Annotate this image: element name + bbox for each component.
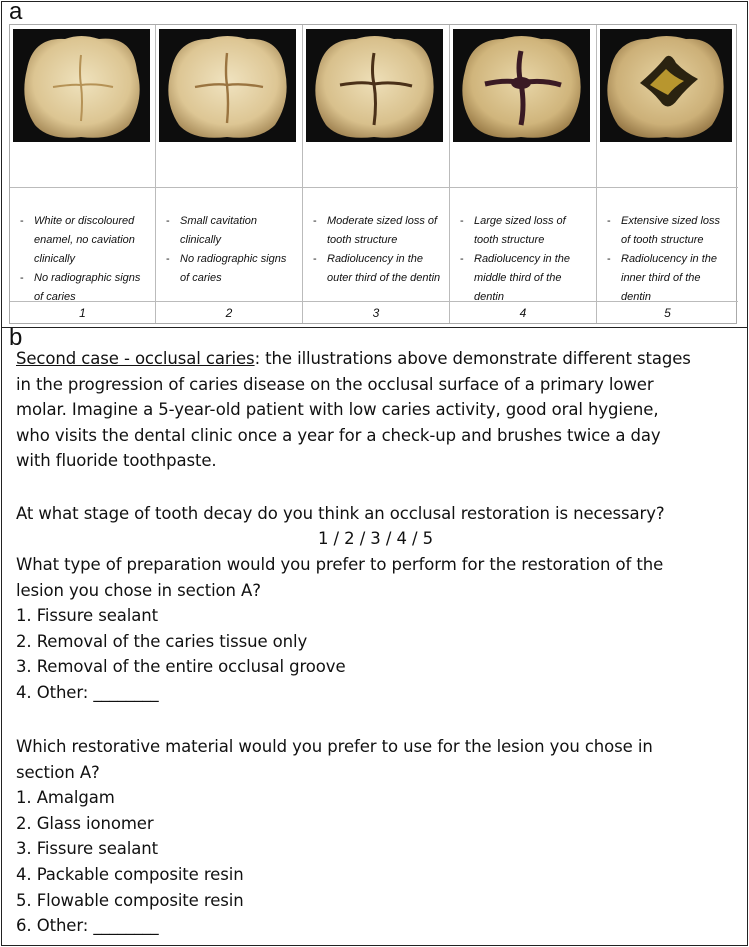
stage-column-3 xyxy=(303,25,450,323)
question-3 xyxy=(16,734,653,939)
stage-column-1 xyxy=(10,25,156,323)
panel-b xyxy=(1,324,748,946)
question-2-line-2: lesion you chose in section A? xyxy=(16,580,261,600)
q3-option-2: 2. Glass ionomer xyxy=(16,813,154,833)
stage-3-description-1: - Moderate sized loss of tooth structure xyxy=(313,212,441,250)
q3-option-6: 6. Other: ________ xyxy=(16,916,159,936)
stage-column-5 xyxy=(597,25,738,323)
intro-line-2: in the progression of caries disease on the occlusal surface of a primary lower xyxy=(16,374,654,394)
stage-1-description-2: - No radiographic signs of caries xyxy=(20,269,147,307)
intro-line-5: with fluoride toothpaste. xyxy=(16,451,217,471)
tooth-photo-stage-5 xyxy=(600,29,732,142)
q3-option-1: 1. Amalgam xyxy=(16,788,115,808)
panel-b-label: b xyxy=(9,324,23,351)
panel-a-label: a xyxy=(9,0,23,25)
stage-1-number: 1 xyxy=(10,301,155,325)
tooth-photo-stage-4 xyxy=(453,29,590,142)
stage-5-number: 5 xyxy=(597,301,738,325)
q3-option-5: 5. Flowable composite resin xyxy=(16,890,244,910)
case-intro xyxy=(16,346,736,474)
question-3-line-2: section A? xyxy=(16,762,100,782)
intro-line-4: who visits the dental clinic once a year for a check-up and brushes twice a day xyxy=(16,425,661,445)
panel-a xyxy=(1,1,748,328)
stage-2-description-1: - Small cavitation clinically xyxy=(166,212,294,250)
stage-4-description-2: - Radiolucency in the middle third of the dentin xyxy=(460,250,588,307)
stage-2-number: 2 xyxy=(156,301,302,325)
case-title: Second case - occlusal caries xyxy=(16,349,255,368)
q2-option-1: 1. Fissure sealant xyxy=(16,606,159,626)
stage-2-description-2: - No radiographic signs of caries xyxy=(166,250,294,288)
stage-1-description-1: - White or discoloured enamel, no caviation clinically xyxy=(20,212,147,269)
q2-option-3: 3. Removal of the entire occlusal groove xyxy=(16,657,346,677)
stage-3-description-2: - Radiolucency in the outer third of the dentin xyxy=(313,250,441,288)
intro-line-3: molar. Imagine a 5-year-old patient with low caries activity, good oral hygiene, xyxy=(16,400,659,420)
q3-option-4: 4. Packable composite resin xyxy=(16,864,244,884)
tooth-photo-stage-1 xyxy=(13,29,150,142)
q3-option-3: 3. Fissure sealant xyxy=(16,839,159,859)
question-3-line-1: Which restorative material would you prefer to use for the lesion you chose in xyxy=(16,737,653,756)
question-1-options: 1 / 2 / 3 / 4 / 5 xyxy=(318,529,433,548)
intro-line-1: : the illustrations above demonstrate different stages xyxy=(254,349,691,368)
stage-4-description-1: - Large sized loss of tooth structure xyxy=(460,212,588,250)
stage-4-number: 4 xyxy=(450,301,596,325)
question-1: At what stage of tooth decay do you think an occlusal restoration is necessary? xyxy=(16,504,665,523)
tooth-photo-stage-3 xyxy=(306,29,443,142)
stage-3-number: 3 xyxy=(303,301,449,325)
stage-column-4 xyxy=(450,25,597,323)
question-2-line-1: What type of preparation would you prefer to perform for the restoration of the xyxy=(16,555,664,574)
stage-5-description-2: - Radiolucency in the inner third of the dentin xyxy=(607,250,730,307)
q2-option-4: 4. Other: ________ xyxy=(16,682,159,702)
q2-option-2: 2. Removal of the caries tissue only xyxy=(16,631,308,651)
stage-column-2 xyxy=(156,25,303,323)
question-2 xyxy=(16,552,663,706)
caries-stage-table xyxy=(9,24,737,324)
tooth-photo-stage-2 xyxy=(159,29,296,142)
stage-5-description-1: - Extensive sized loss of tooth structure xyxy=(607,212,730,250)
